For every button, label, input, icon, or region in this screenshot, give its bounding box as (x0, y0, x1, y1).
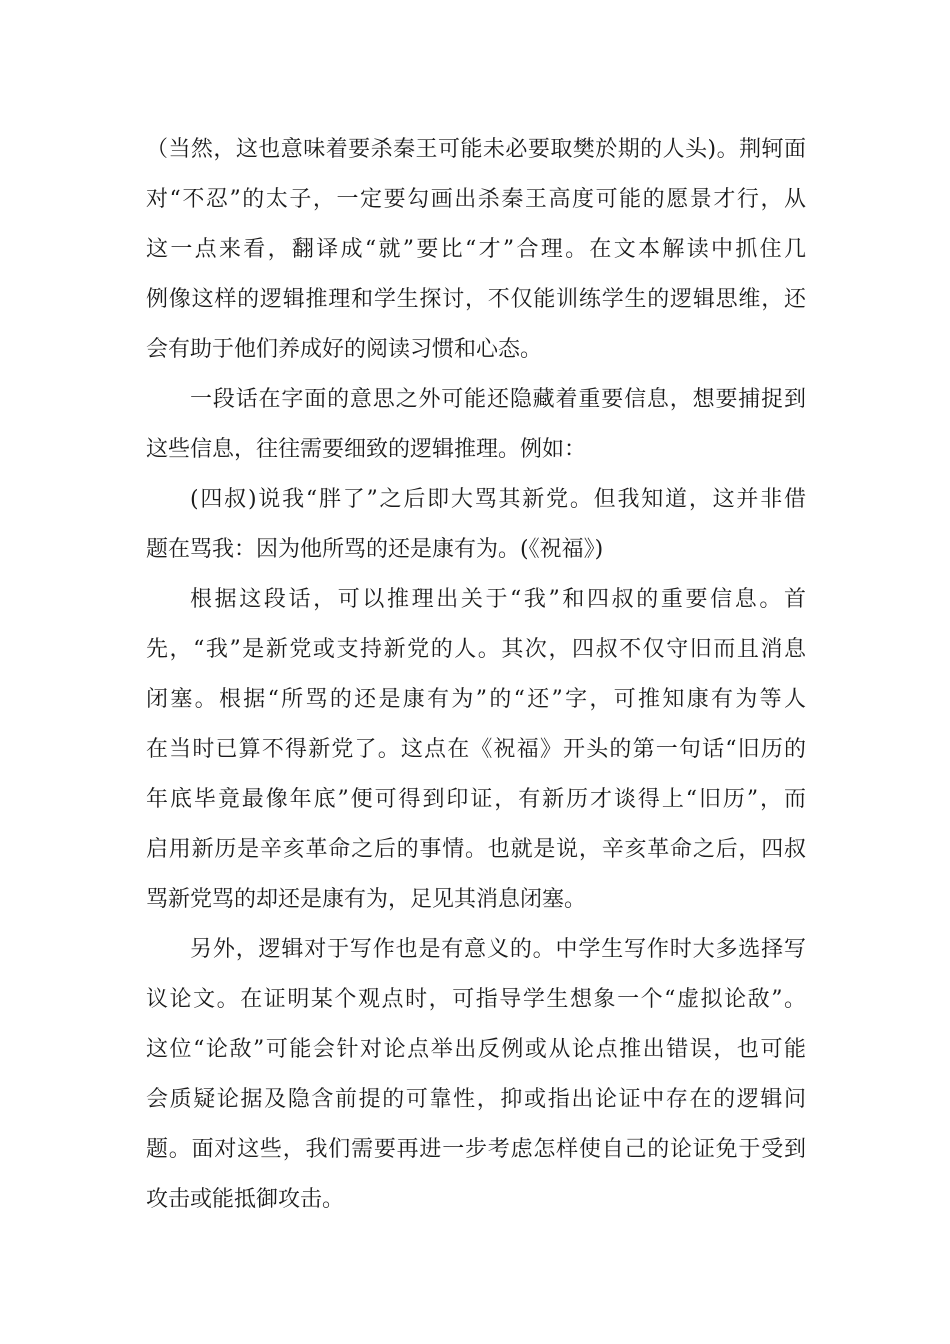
text-line: 题。面对这些，我们需要再进一步考虑怎样使自己的论证免于受到 (146, 1137, 806, 1162)
paragraph (146, 125, 806, 375)
text-line: 议论文。在证明某个观点时，可指导学生想象一个“虚拟论敌”。 (146, 987, 806, 1012)
text-line: 攻击或能抵御攻击。 (146, 1187, 345, 1212)
text-line: 这些信息，往往需要细致的逻辑推理。例如： (146, 437, 587, 462)
text-line: 这位“论敌”可能会针对论点举出反例或从论点推出错误，也可能 (146, 1037, 806, 1062)
text-line: 会有助于他们养成好的阅读习惯和心态。 (146, 337, 543, 362)
text-line: 在当时已算不得新党了。这点在《祝福》开头的第一句话“旧历的 (146, 737, 806, 762)
paragraph (146, 575, 806, 925)
quotation-paragraph (146, 475, 806, 575)
paragraph (146, 375, 806, 475)
text-line: 启用新历是辛亥革命之后的事情。也就是说，辛亥革命之后，四叔 (146, 837, 806, 862)
text-line: 年底毕竟最像年底”便可得到印证，有新历才谈得上“旧历”，而 (146, 787, 806, 812)
text-line: 题在骂我：因为他所骂的还是康有为。(《祝福》) (146, 537, 604, 562)
text-line: 先，“我”是新党或支持新党的人。其次，四叔不仅守旧而且消息 (146, 637, 806, 662)
paragraph (146, 925, 806, 1225)
text-line: 另外，逻辑对于写作也是有意义的。中学生写作时大多选择写 (190, 937, 806, 962)
text-line: 这一点来看，翻译成“就”要比“才”合理。在文本解读中抓住几 (146, 237, 806, 262)
text-line: (四叔)说我“胖了”之后即大骂其新党。但我知道，这并非借 (190, 487, 806, 512)
text-line: 例像这样的逻辑推理和学生探讨，不仅能训练学生的逻辑思维，还 (146, 287, 806, 312)
text-line: 一段话在字面的意思之外可能还隐藏着重要信息，想要捕捉到 (190, 387, 806, 412)
text-line: （当然，这也意味着要杀秦王可能未必要取樊於期的人头)。荆轲面 (146, 137, 806, 162)
text-line: 闭塞。根据“所骂的还是康有为”的“还”字，可推知康有为等人 (146, 687, 806, 712)
document-body (146, 125, 806, 1225)
text-line: 根据这段话，可以推理出关于“我”和四叔的重要信息。首 (190, 587, 806, 612)
text-line: 骂新党骂的却还是康有为，足见其消息闭塞。 (146, 887, 587, 912)
text-line: 对“不忍”的太子，一定要勾画出杀秦王高度可能的愿景才行，从 (146, 187, 806, 212)
text-line: 会质疑论据及隐含前提的可靠性，抑或指出论证中存在的逻辑问 (146, 1087, 806, 1112)
